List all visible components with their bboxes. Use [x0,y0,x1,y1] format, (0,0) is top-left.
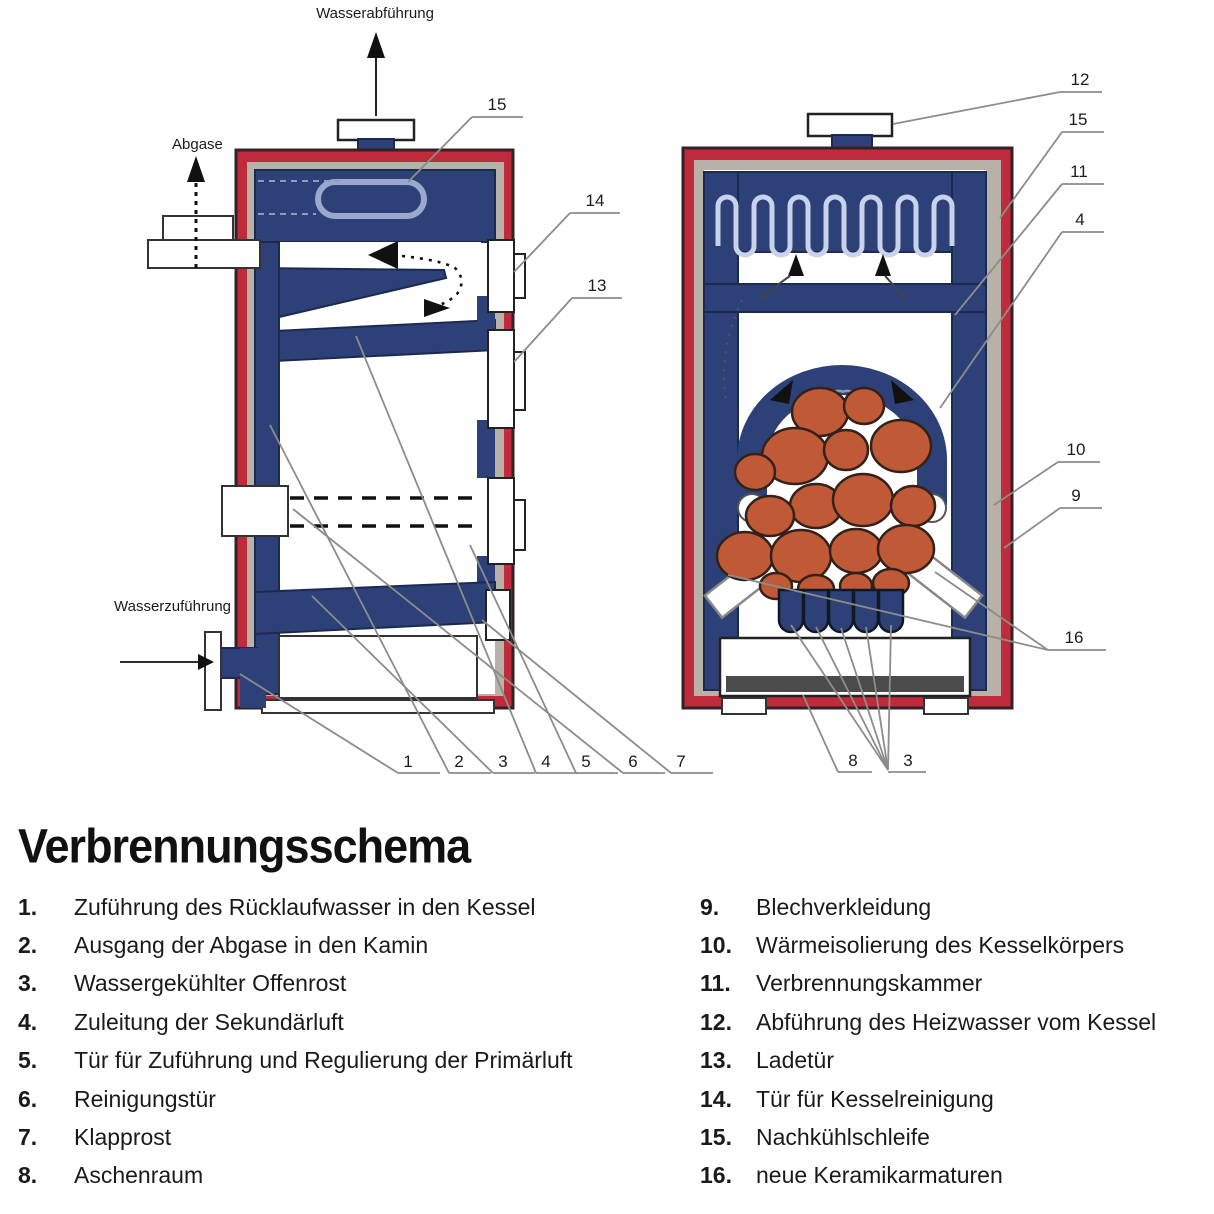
legend-item-10 [700,926,1214,964]
legend-text: Ausgang der Abgase in den Kamin [74,932,429,959]
callout-9: 9 [1071,486,1081,505]
legend-number: 12. [700,1008,732,1035]
legend-item-11 [700,965,1214,1003]
base-plate [262,700,494,713]
callout-4-left: 4 [541,752,551,771]
foot-left [722,698,766,714]
cleaning-port [222,486,288,536]
legend-text: Nachkühlschleife [756,1124,930,1151]
inlet-flange [205,632,221,710]
legend-number: 15. [700,1124,732,1151]
legend-text: Zuführung des Rücklaufwasser in den Kessel [74,893,536,920]
legend-number: 16. [700,1162,732,1189]
water-in-label: Wasserzuführung [114,598,231,615]
legend-number: 14. [700,1085,732,1112]
legend-text: Klapprost [74,1124,172,1151]
legend-number: 6. [18,1085,38,1112]
legend-number: 2. [18,932,38,959]
callout-11: 11 [1070,162,1088,181]
water-out-arrow [367,32,385,58]
callout-15-left: 15 [487,95,507,114]
legend-text: Zuleitung der Sekundärluft [74,1008,344,1035]
callout-13: 13 [587,276,607,295]
callout-12: 12 [1070,70,1090,89]
legend-text: Abführung des Heizwasser vom Kessel [756,1008,1157,1035]
legend-number: 7. [18,1124,38,1151]
foot-right [924,698,968,714]
legend-text: Reinigungstür [74,1085,216,1112]
legend-item-3 [18,965,678,1003]
legend-left-column [18,888,678,1195]
legend-item-9 [700,888,1214,926]
legend-item-14 [700,1080,1214,1118]
legend-item-4 [18,1003,678,1041]
legend-number: 1. [18,893,38,920]
legend-number: 5. [18,1047,38,1074]
ash-chamber [279,636,477,698]
legend-item-12 [700,1003,1214,1041]
legend-item-13 [700,1042,1214,1080]
callout-14: 14 [585,191,605,210]
legend-text: Ladetür [756,1047,835,1074]
callout-16: 16 [1064,628,1084,647]
legend-text: neue Keramikarmaturen [756,1162,1003,1189]
exhaust-duct [148,240,260,268]
legend-number: 4. [18,1008,38,1035]
callout-7: 7 [676,752,686,771]
legend-text: Verbrennungskammer [756,970,983,997]
callout-4-right: 4 [1075,210,1085,229]
water-out-label: Wasserabführung [316,5,434,22]
legend-text: Tür für Kesselreinigung [756,1085,994,1112]
legend-number: 3. [18,970,38,997]
legend-text: Blechverkleidung [756,893,932,920]
legend-item-2 [18,926,678,964]
legend-item-5 [18,1042,678,1080]
legend-item-8 [18,1157,678,1195]
legend-number: 8. [18,1162,38,1189]
legend-item-1 [18,888,678,926]
chimney-cap [808,114,892,136]
legend-text: Aschenraum [74,1162,204,1189]
callout-3-left: 3 [498,752,508,771]
legend-number: 13. [700,1047,732,1074]
legend-item-16 [700,1157,1214,1195]
left-boiler [114,5,713,773]
page-title: Verbrennungsschema [18,818,471,874]
legend-number: 10. [700,932,732,959]
callout-5: 5 [581,752,591,771]
legend-item-15 [700,1118,1214,1156]
legend-text: Tür für Zuführung und Regulierung der Primärluft [74,1047,573,1074]
callout-6: 6 [628,752,638,771]
abgase-arrow [187,156,205,182]
callout-3-right: 3 [903,751,913,770]
legend-text: Wärmeisolierung des Kesselkörpers [756,932,1125,959]
legend-number: 9. [700,893,720,920]
legend-text: Wassergekühlter Offenrost [74,970,347,997]
callout-8: 8 [848,751,858,770]
legend-right-column [700,888,1214,1195]
callout-2: 2 [454,752,464,771]
right-boiler [683,70,1106,772]
legend-item-6 [18,1080,678,1118]
legend-number: 11. [700,970,731,997]
abgase-label: Abgase [172,136,223,153]
legend-item-7 [18,1118,678,1156]
callout-15-right: 15 [1068,110,1088,129]
callout-10: 10 [1066,440,1086,459]
callout-1: 1 [403,752,413,771]
